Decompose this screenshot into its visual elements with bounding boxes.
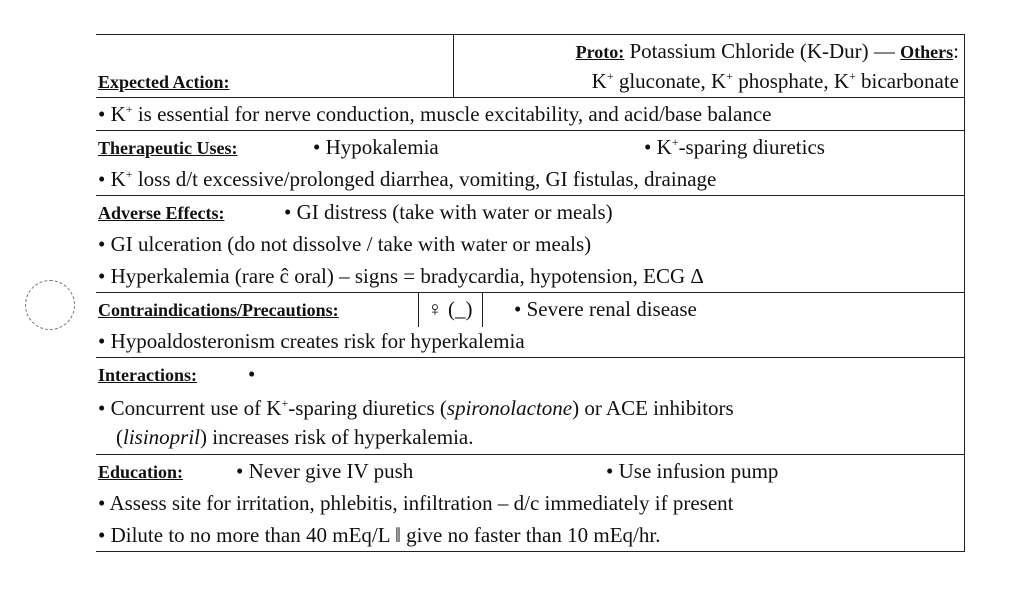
contraindications-bullet: • Hypoaldosteronism creates risk for hyperkalemia bbox=[98, 329, 525, 353]
education-item-iv-push: • Never give IV push bbox=[236, 459, 414, 483]
interactions-label: Interactions: bbox=[98, 365, 197, 385]
adverse-bullet-hyperkalemia: • Hyperkalemia (rare ĉ oral) – signs = bradycardia, hypotension, ECG Δ bbox=[98, 264, 704, 288]
contraindications-section bbox=[96, 293, 964, 358]
others-line bbox=[454, 67, 959, 96]
pregnancy-category-box bbox=[418, 293, 483, 327]
drug-lisinopril: lisinopril bbox=[123, 425, 201, 449]
adverse-effects-section bbox=[96, 196, 964, 293]
female-icon: ♀ (_) bbox=[427, 297, 473, 321]
adverse-bullet-ulceration: • GI ulceration (do not dissolve / take with water or meals) bbox=[98, 232, 592, 256]
therapeutic-uses-label: Therapeutic Uses: bbox=[98, 138, 238, 158]
adverse-effects-row bbox=[96, 196, 964, 228]
others-item-1: K+ gluconate, bbox=[591, 69, 711, 93]
proto-label: Proto: bbox=[575, 42, 625, 62]
therapeutic-item-hypokalemia: • Hypokalemia bbox=[313, 135, 439, 159]
interactions-section bbox=[96, 358, 964, 455]
drug-spironolactone: spironolactone bbox=[446, 396, 573, 420]
expected-action-section bbox=[96, 35, 964, 98]
expected-action-header-row bbox=[96, 35, 964, 97]
education-bullet-dilute: • Dilute to no more than 40 mEq/L ‖ give no faster than 10 mEq/hr. bbox=[98, 523, 661, 547]
interactions-row bbox=[96, 358, 964, 390]
education-bullet-assess: • Assess site for irritation, phlebitis, infiltration – d/c immediately if present bbox=[98, 491, 734, 515]
education-section bbox=[96, 455, 964, 552]
interactions-bullet-line2: (lisinopril) increases risk of hyperkalemia. bbox=[116, 425, 474, 449]
contraindications-row bbox=[96, 293, 964, 325]
therapeutic-uses-bullet: • K+ loss d/t excessive/prolonged diarrhea, vomiting, GI fistulas, drainage bbox=[98, 167, 717, 191]
expected-action-label: Expected Action: bbox=[98, 72, 230, 92]
proto-box bbox=[453, 35, 964, 97]
expected-action-bullet: • K+ is essential for nerve conduction, muscle excitability, and acid/base balance bbox=[98, 102, 772, 126]
therapeutic-item-sparing: • K+-sparing diuretics bbox=[644, 135, 825, 159]
others-item-3: K+ bicarbonate bbox=[833, 69, 959, 93]
contraindications-label: Contraindications/Precautions: bbox=[98, 300, 339, 320]
expected-action-detail bbox=[96, 98, 964, 131]
interactions-bullet-line1: • Concurrent use of K+-sparing diuretics (spironolactone) or ACE inhibitors bbox=[98, 396, 734, 420]
education-row bbox=[96, 455, 964, 487]
education-item-infusion-pump: • Use infusion pump bbox=[606, 459, 779, 483]
dashed-circle-marker bbox=[25, 280, 75, 330]
others-item-2: K+ phosphate, bbox=[710, 69, 834, 93]
therapeutic-uses-row bbox=[96, 131, 964, 163]
therapeutic-uses-section bbox=[96, 131, 964, 196]
others-label: Others bbox=[900, 42, 954, 62]
proto-line bbox=[454, 37, 959, 67]
interactions-item-empty: • bbox=[248, 362, 256, 386]
contra-item-renal: • Severe renal disease bbox=[514, 297, 697, 321]
adverse-effects-label: Adverse Effects: bbox=[98, 203, 225, 223]
drug-card bbox=[96, 34, 965, 552]
adverse-item-gi-distress: • GI distress (take with water or meals) bbox=[284, 200, 613, 224]
proto-value: Potassium Chloride (K-Dur) — bbox=[624, 39, 901, 63]
education-label: Education: bbox=[98, 462, 184, 482]
others-colon: : bbox=[953, 39, 959, 63]
